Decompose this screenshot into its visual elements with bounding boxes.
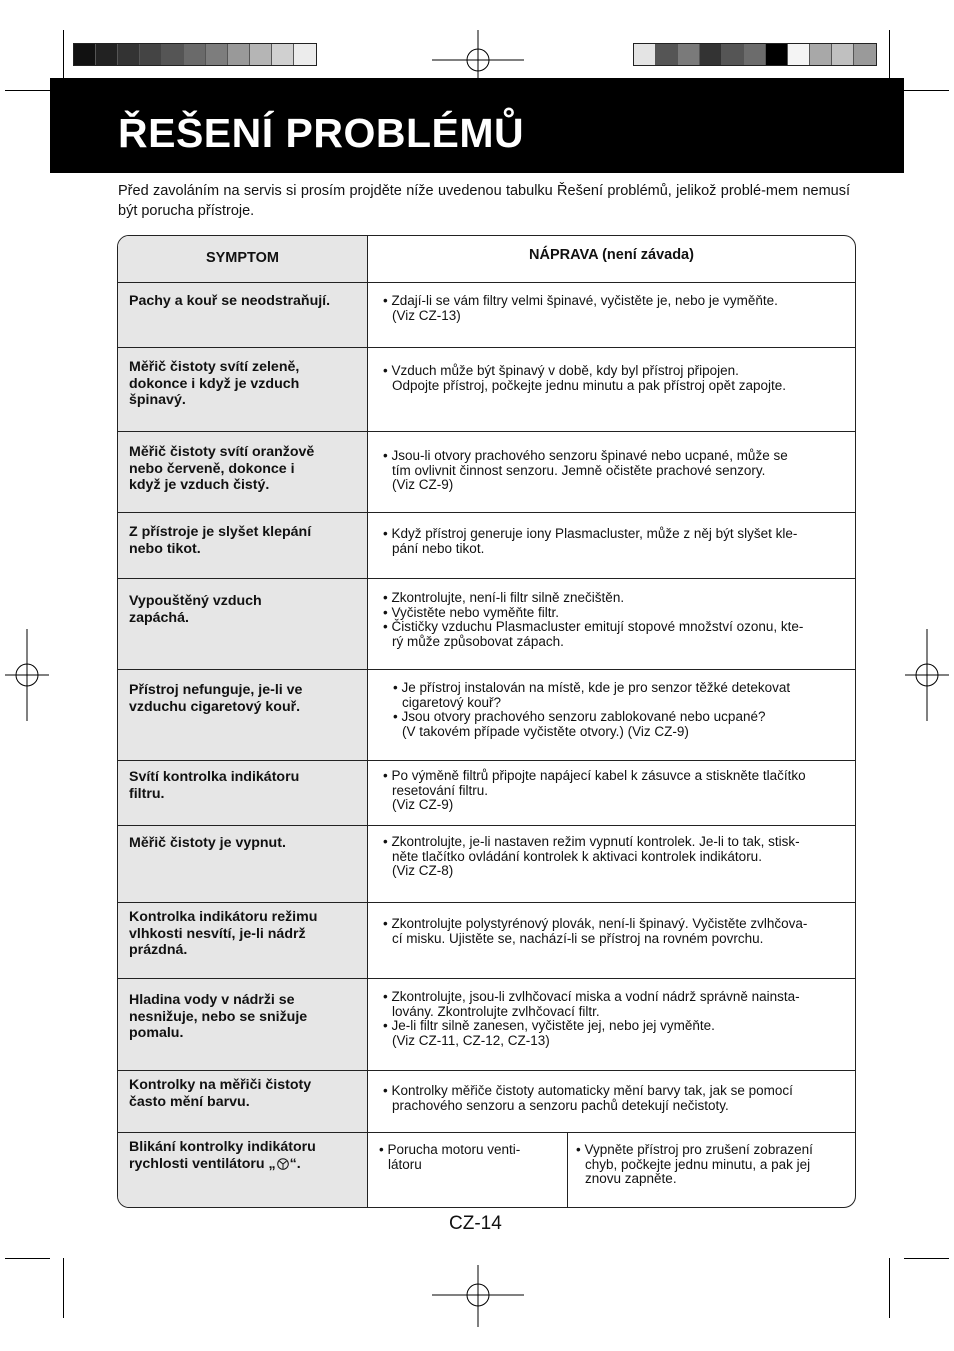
remedy-cell	[368, 432, 855, 512]
symptom-line: vzduchu cigaretový kouř.	[129, 698, 301, 715]
remedy-line: prachového senzoru a senzoru pachů detekují nečistoty.	[392, 1097, 729, 1113]
symptom-line: dokonce i když je vzduch	[129, 375, 300, 392]
remedy-text	[576, 1143, 838, 1187]
color-swatch	[810, 44, 832, 65]
title-banner	[50, 78, 904, 173]
symptom-line: Měřič čistoty svítí oranžově	[129, 444, 315, 460]
remedy-line: (Viz CZ-8)	[392, 863, 454, 879]
color-swatch	[162, 44, 184, 65]
remedy-header-label: NÁPRAVA (není závada)	[529, 247, 694, 263]
symptom-line: nesnižuje, nebo se snižuje	[129, 1008, 308, 1025]
symptom-header-cell	[118, 236, 368, 282]
remedy-cell	[368, 903, 855, 978]
remedy-line: znovu zapněte.	[585, 1171, 677, 1187]
color-swatch	[722, 44, 744, 65]
symptom-line: pomalu.	[129, 1025, 184, 1041]
remedy-text	[383, 835, 838, 879]
symptom-line: Hladina vody v nádrži se	[129, 992, 295, 1008]
table-row	[118, 979, 855, 1071]
table-row	[118, 826, 855, 903]
symptom-line: nebo červeně, dokonce i	[129, 460, 295, 477]
symptom-cell	[118, 761, 368, 825]
remedy-line: • Vyčistěte nebo vyměňte filtr.	[383, 604, 560, 620]
remedy-cell	[368, 1133, 855, 1208]
troubleshooting-table	[117, 235, 856, 1208]
remedy-header-cell	[368, 236, 855, 282]
remedy-line: • Je-li filtr silně zanesen, vyčistěte jej, nebo jej vyměňte.	[383, 1018, 715, 1034]
remedy-line: • Po výměně filtrů připojte napájecí kabel k zásuvce a stiskněte tlačítko	[383, 768, 806, 783]
symptom-line: často mění barvu.	[129, 1093, 250, 1110]
symptom-line: Svítí kontrolka indikátoru	[129, 769, 300, 785]
color-swatch	[788, 44, 810, 65]
remedy-text	[383, 1084, 838, 1113]
color-calibration-bar-left	[73, 43, 317, 66]
remedy-line: (Viz CZ-11, CZ-12, CZ-13)	[392, 1032, 550, 1048]
symptom-cell	[118, 826, 368, 902]
remedy-cell	[368, 826, 855, 902]
registration-mark-left	[5, 629, 49, 721]
remedy-line: • Jsou-li otvory prachového senzoru špinavé nebo ucpané, může se	[383, 448, 788, 463]
page-number: CZ-14	[449, 1213, 502, 1234]
color-swatch	[140, 44, 162, 65]
remedy-line: resetování filtru.	[392, 782, 489, 798]
remedy-text	[393, 681, 838, 739]
symptom-line: nebo tikot.	[129, 540, 201, 557]
remedy-line: • Zkontrolujte, není-li filtr silně znečištěn.	[383, 590, 625, 605]
remedy-line: • Je přístroj instalován na místě, kde je pro senzor těžké detekovat	[393, 680, 791, 695]
remedy-text	[383, 449, 838, 493]
symptom-line: špinavý.	[129, 392, 186, 408]
symptom-line: Vypouštěný vzduch	[129, 593, 262, 609]
symptom-text	[129, 444, 359, 494]
remedy-line: (V takovém případe vyčistěte otvory.) (Viz CZ-9)	[402, 723, 689, 739]
symptom-line: Měřič čistoty svítí zeleně,	[129, 359, 300, 375]
page-title: ŘEŠENÍ PROBLÉMŮ	[118, 110, 525, 156]
color-swatch	[656, 44, 678, 65]
symptom-line-with-icon	[129, 1156, 359, 1173]
symptom-line: Kontrolka indikátoru režimu	[129, 909, 318, 925]
table-row	[118, 579, 855, 670]
symptom-text	[129, 835, 359, 852]
remedy-line: lovány. Zkontrolujte zvlhčovací filtr.	[392, 1003, 600, 1019]
color-swatch	[272, 44, 294, 65]
remedy-line: (Viz CZ-13)	[392, 307, 461, 323]
table-row	[118, 1133, 855, 1208]
color-swatch	[118, 44, 140, 65]
table-row	[118, 348, 855, 432]
cause-line: látoru	[388, 1156, 422, 1172]
symptom-line: vlhkosti nesvítí, je-li nádrž	[129, 925, 306, 942]
remedy-cell	[368, 979, 855, 1070]
symptom-line: “.	[289, 1155, 301, 1172]
symptom-line: Blikání kontrolky indikátoru	[129, 1139, 316, 1155]
color-swatch	[206, 44, 228, 65]
symptom-header-label: SYMPTOM	[205, 250, 280, 266]
remedy-line: Odpojte přístroj, počkejte jednu minutu a pak přístroj opět zapojte.	[392, 377, 786, 393]
symptom-line: zapáchá.	[129, 609, 189, 626]
remedy-line: • Zdají-li se vám filtry velmi špinavé, vyčistěte je, nebo je vyměňte.	[383, 293, 778, 308]
table-row	[118, 761, 855, 826]
remedy-text	[383, 294, 838, 323]
remedy-line: • Vzduch může být špinavý v době, kdy byl přístroj připojen.	[383, 363, 739, 378]
symptom-text	[129, 524, 359, 557]
symptom-line: Přístroj nefunguje, je-li ve	[129, 682, 303, 698]
remedy-text	[383, 527, 838, 556]
symptom-line: filtru.	[129, 785, 165, 802]
symptom-cell	[118, 579, 368, 669]
symptom-text	[129, 992, 359, 1042]
symptom-text	[129, 1077, 359, 1110]
registration-mark-right	[905, 629, 949, 721]
symptom-cell	[118, 1133, 368, 1208]
symptom-text	[129, 293, 359, 310]
remedy-cell	[368, 670, 855, 760]
cause-line: • Porucha motoru venti-	[379, 1142, 521, 1157]
remedy-line: • Zkontrolujte polystyrénový plovák, není-li špinavý. Vyčistěte zvlhčova-	[383, 916, 808, 931]
table-row	[118, 1071, 855, 1133]
registration-mark-bottom	[432, 1265, 524, 1327]
fan-speed-icon	[276, 1158, 290, 1170]
symptom-line: Měřič čistoty je vypnut.	[129, 835, 286, 851]
table-row	[118, 513, 855, 579]
color-swatch	[700, 44, 722, 65]
color-swatch	[634, 44, 656, 65]
remedy-cell	[368, 283, 855, 347]
remedy-line: • Čističky vzduchu Plasmacluster emitují stopové množství ozonu, kte-	[383, 619, 804, 635]
symptom-text	[129, 359, 359, 409]
symptom-text	[129, 593, 359, 626]
color-swatch	[74, 44, 96, 65]
symptom-line: prázdná.	[129, 942, 188, 958]
cause-text	[379, 1143, 553, 1172]
remedy-line: cí misku. Ujistěte se, nachází-li se přístroj na rovném povrchu.	[392, 930, 764, 946]
symptom-line: rychlosti ventilátoru „	[129, 1155, 276, 1172]
remedy-line: • Zkontrolujte, jsou-li zvlhčovací miska a vodní nádrž správně nainsta-	[383, 989, 800, 1004]
table-row	[118, 903, 855, 979]
remedy-line: • Zkontrolujte, je-li nastaven režim vypnutí kontrolek. Je-li to tak, stisk-	[383, 834, 800, 849]
remedy-line: • Když přístroj generuje iony Plasmacluster, může z něj být slyšet kle-	[383, 526, 798, 541]
table-row	[118, 432, 855, 513]
remedy-line: pání nebo tikot.	[392, 540, 485, 556]
symptom-cell	[118, 348, 368, 431]
symptom-line: když je vzduch čistý.	[129, 477, 270, 493]
symptom-cell	[118, 1071, 368, 1132]
symptom-text	[129, 682, 359, 715]
remedy-line: cigaretový kouř?	[402, 694, 502, 710]
symptom-text	[129, 1139, 359, 1172]
remedy-line: (Viz CZ-9)	[392, 797, 454, 813]
symptom-cell	[118, 903, 368, 978]
remedy-cell	[368, 513, 855, 578]
cause-remedy-divider	[567, 1133, 568, 1208]
remedy-text	[383, 769, 838, 813]
remedy-line: • Kontrolky měřiče čistoty automaticky mění barvy tak, jak se pomocí	[383, 1083, 793, 1098]
table-row	[118, 283, 855, 348]
remedy-text	[383, 990, 838, 1048]
remedy-cell	[368, 761, 855, 825]
symptom-line: Kontrolky na měřiči čistoty	[129, 1077, 312, 1093]
remedy-line: • Vypněte přístroj pro zrušení zobrazení	[576, 1142, 813, 1157]
table-header-row	[118, 236, 855, 283]
color-swatch	[250, 44, 272, 65]
remedy-cell	[368, 348, 855, 431]
remedy-line: něte tlačítko ovládání kontrolek k aktivaci kontrolek indikátoru.	[392, 848, 762, 864]
remedy-cell	[368, 579, 855, 669]
symptom-cell	[118, 670, 368, 760]
color-swatch	[184, 44, 206, 65]
remedy-line: • Jsou otvory prachového senzoru zablokované nebo ucpané?	[393, 709, 766, 725]
color-swatch	[96, 44, 118, 65]
symptom-line: Pachy a kouř se neodstraňují.	[129, 293, 331, 309]
color-swatch	[854, 44, 876, 65]
remedy-line: tím ovlivnit činnost senzoru. Jemně očistěte prachové senzory.	[392, 462, 766, 478]
remedy-text	[383, 917, 838, 946]
remedy-line: rý může způsobovat zápach.	[392, 633, 564, 649]
symptom-line: Z přístroje je slyšet klepání	[129, 524, 312, 540]
color-swatch	[832, 44, 854, 65]
remedy-text	[383, 364, 838, 393]
remedy-cell	[368, 1071, 855, 1132]
symptom-text	[129, 769, 359, 802]
symptom-text	[129, 909, 359, 959]
intro-paragraph: Před zavoláním na servis si prosím projděte níže uvedenou tabulku Řešení problémů, jelikož problé-mem nemusí být porucha přístroje.	[118, 183, 850, 219]
symptom-cell	[118, 432, 368, 512]
color-swatch	[228, 44, 250, 65]
color-calibration-bar-right	[633, 43, 877, 66]
symptom-cell	[118, 513, 368, 578]
color-swatch	[678, 44, 700, 65]
color-swatch	[744, 44, 766, 65]
table-row	[118, 670, 855, 761]
remedy-text	[383, 591, 838, 649]
color-swatch	[766, 44, 788, 65]
symptom-cell	[118, 283, 368, 347]
color-swatch	[294, 44, 316, 65]
remedy-line: (Viz CZ-9)	[392, 477, 454, 493]
remedy-line: chyb, počkejte jednu minutu, a pak jej	[585, 1156, 811, 1172]
symptom-cell	[118, 979, 368, 1070]
